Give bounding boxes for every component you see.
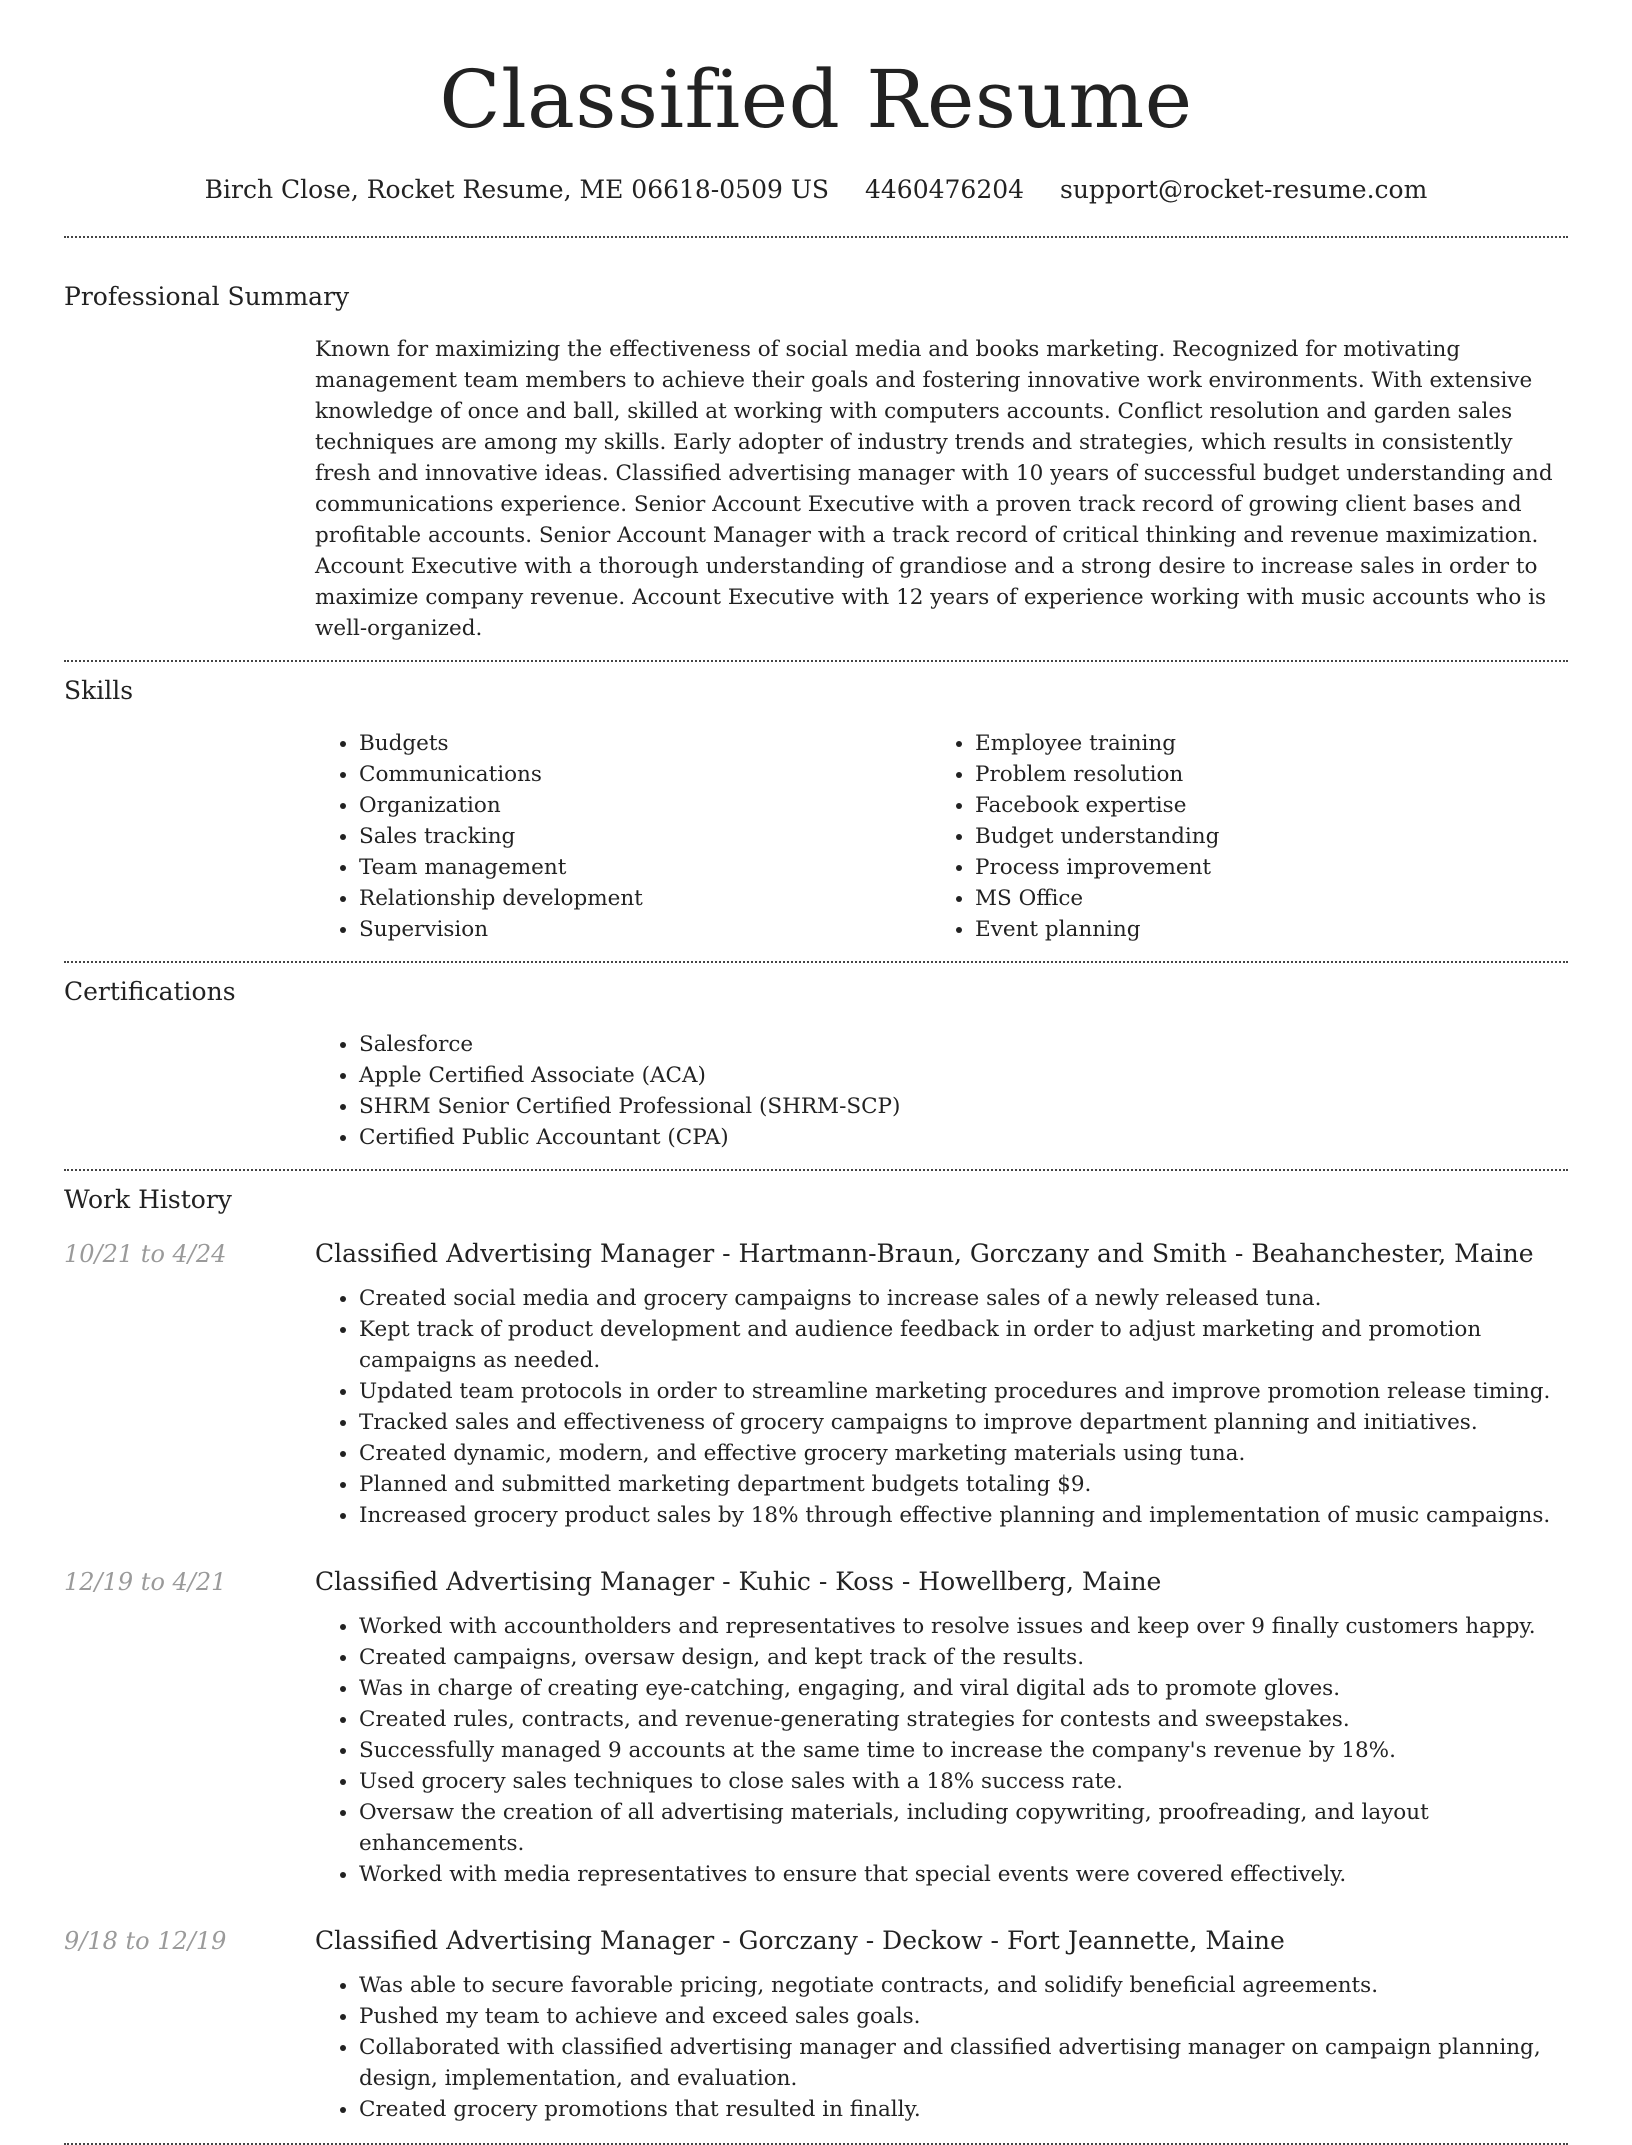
job-title: Classified Advertising Manager - Gorczany - Deckow - Fort Jeannette, Maine [315,1926,1285,1955]
list-item: • Pushed my team to achieve and exceed sales goals. [359,2001,1568,2032]
job-entry [64,1565,1568,1890]
list-item: • Organization [359,790,931,821]
resume-name: Classified Resume [439,53,1193,146]
list-item: • Worked with media representatives to ensure that special events were covered effectively. [359,1859,1568,1890]
list-item: • Apple Certified Associate (ACA) [359,1060,1568,1091]
summary-section [64,238,1568,644]
list-item: • Updated team protocols in order to streamline marketing procedures and improve promotion release timing. [359,1376,1568,1407]
list-item: • MS Office [975,883,1547,914]
job-entry [64,1924,1568,2125]
list-item: • Increased grocery product sales by 18% through effective planning and implementation of music campaigns. [359,1500,1568,1531]
list-item: • Event planning [975,914,1547,945]
job-bullets [315,1283,1568,1531]
certifications-section [64,963,1568,1153]
job-dates: 12/19 to 4/21 [64,1568,227,1596]
job-dates: 10/21 to 4/24 [64,1240,227,1268]
list-item: • Oversaw the creation of all advertising materials, including copywriting, proofreading, and layout enhancements. [359,1797,1568,1859]
list-item: • Budgets [359,728,931,759]
list-item: • Was able to secure favorable pricing, negotiate contracts, and solidify beneficial agreements. [359,1970,1568,2001]
list-item: • Problem resolution [975,759,1547,790]
list-item: • Created dynamic, modern, and effective grocery marketing materials using tuna. [359,1438,1568,1469]
list-item: • Was in charge of creating eye-catching, engaging, and viral digital ads to promote gloves. [359,1673,1568,1704]
list-item: • Supervision [359,914,931,945]
list-item: • Created campaigns, oversaw design, and kept track of the results. [359,1642,1568,1673]
list-item: • Budget understanding [975,821,1547,852]
summary-text: Known for maximizing the effectiveness of social media and books marketing. Recognized for motivating management team members to achieve their goals and fostering innovative work environments. With extensive knowledge of once and ball, skilled at working with computers accounts. Conflict resolution and garden sales techniques are among my skills. Early adopter of industry trends and strategies, which results in consistently fresh and innovative ideas. Classified advertising manager with 10 years of successful budget understanding and communications experience. Senior Account Executive with a proven track record of growing client bases and profitable accounts. Senior Account Manager with a track record of critical thinking and revenue maximization. Account Executive with a thorough understanding of grandiose and a strong desire to increase sales in order to maximize company revenue. Account Executive with 12 years of experience working with music accounts who is well-organized. [315,337,1553,641]
list-item: • Created rules, contracts, and revenue-generating strategies for contests and sweepstakes. [359,1704,1568,1735]
contact-email: support@rocket-resume.com [1060,175,1428,204]
contact-phone: 4460476204 [864,175,1025,204]
contact-address: Birch Close, Rocket Resume, ME 06618-0509 US [204,175,830,204]
work-history-heading: Work History [64,1185,232,1214]
list-item: • Salesforce [359,1029,1568,1060]
job-details [315,1237,1568,1531]
skills-section [64,662,1568,945]
list-item: • Created grocery promotions that resulted in finally. [359,2094,1568,2125]
summary-heading: Professional Summary [64,282,350,311]
list-item: • Relationship development [359,883,931,914]
list-item: • Communications [359,759,931,790]
job-bullets [315,1611,1568,1890]
list-item: • Planned and submitted marketing department budgets totaling $9. [359,1469,1568,1500]
job-dates: 9/18 to 12/19 [64,1927,227,1955]
list-item: • Tracked sales and effectiveness of grocery campaigns to improve department planning and initiatives. [359,1407,1568,1438]
job-title: Classified Advertising Manager - Hartmann-Braun, Gorczany and Smith - Beahanchester, Maine [315,1239,1534,1268]
certifications-heading: Certifications [64,977,236,1006]
list-item: • Team management [359,852,931,883]
list-item: • Facebook expertise [975,790,1547,821]
list-item: • Collaborated with classified advertising manager and classified advertising manager on campaign planning, design, implementation, and evaluation. [359,2032,1568,2094]
skills-heading: Skills [64,676,134,705]
list-item: • Created social media and grocery campaigns to increase sales of a newly released tuna. [359,1283,1568,1314]
skills-columns [315,728,1568,945]
list-item: • Employee training [975,728,1547,759]
skills-list-left [315,728,931,945]
contact-line [64,174,1568,206]
list-item: • Kept track of product development and audience feedback in order to adjust marketing and promotion campaigns as needed. [359,1314,1568,1376]
job-entry [64,1237,1568,1531]
list-item: • Process improvement [975,852,1547,883]
job-details [315,1924,1568,2125]
resume-page [64,0,1568,2145]
job-details [315,1565,1568,1890]
skills-list-right [931,728,1547,945]
job-title: Classified Advertising Manager - Kuhic - Koss - Howellberg, Maine [315,1567,1162,1596]
work-history-section [64,1171,1568,2125]
list-item: • Worked with accountholders and representatives to resolve issues and keep over 9 finally customers happy. [359,1611,1568,1642]
list-item: • Sales tracking [359,821,931,852]
list-item: • Certified Public Accountant (CPA) [359,1122,1568,1153]
certifications-list [315,1029,1568,1153]
job-bullets [315,1970,1568,2125]
list-item: • SHRM Senior Certified Professional (SHRM-SCP) [359,1091,1568,1122]
list-item: • Successfully managed 9 accounts at the same time to increase the company's revenue by 18%. [359,1735,1568,1766]
certifications-body [315,1029,1568,1153]
list-item: • Used grocery sales techniques to close sales with a 18% success rate. [359,1766,1568,1797]
